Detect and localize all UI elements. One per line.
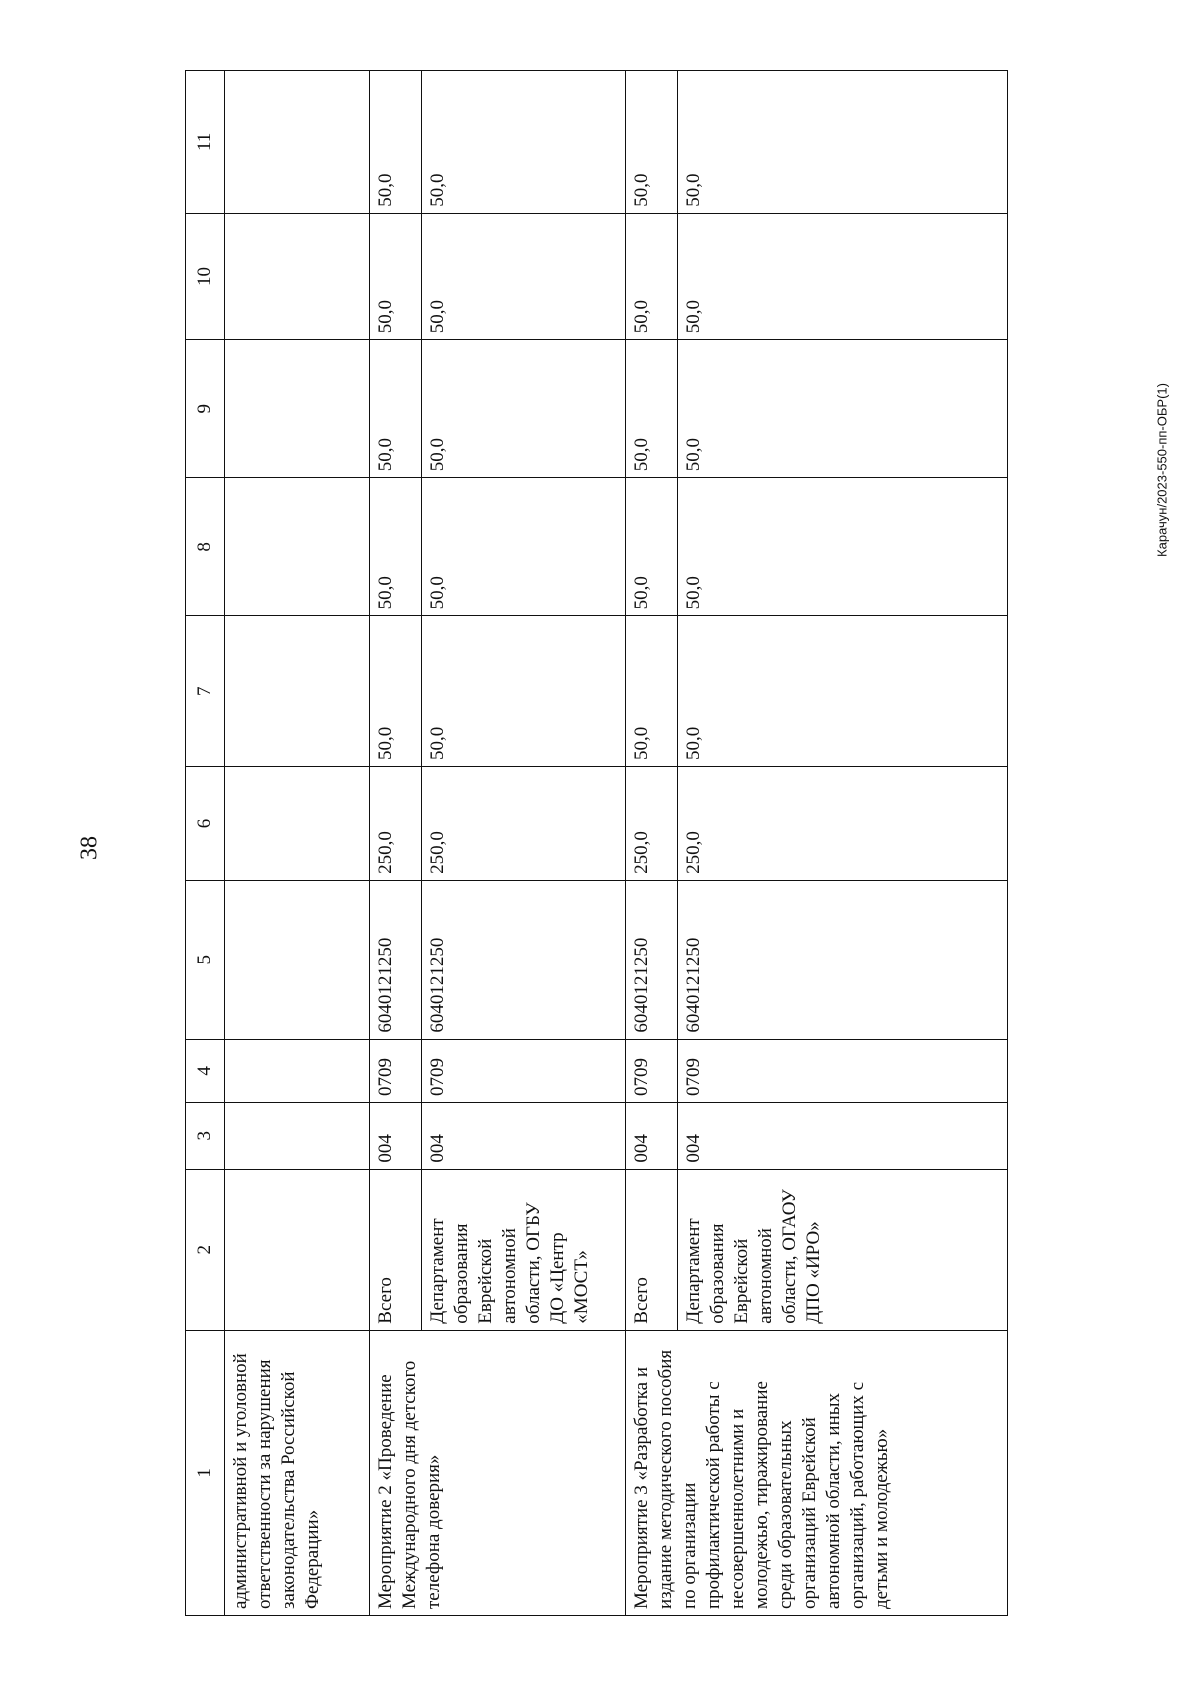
year-value-cell: 50,0 [370, 213, 422, 340]
section-cell: 0709 [370, 1039, 422, 1102]
executor-cell: Всего [370, 1169, 422, 1330]
total-cell: 250,0 [370, 767, 422, 881]
year-value-cell: 50,0 [422, 616, 626, 767]
header-cell: 1 [186, 1330, 225, 1615]
year-value-cell: 50,0 [678, 71, 1008, 214]
rotated-table-frame [185, 70, 1030, 1616]
total-cell: 250,0 [422, 767, 626, 881]
year-value-cell: 50,0 [626, 71, 678, 214]
year-value-cell: 50,0 [370, 616, 422, 767]
section-cell [225, 1039, 370, 1102]
section-cell: 0709 [422, 1039, 626, 1102]
section-cell: 0709 [678, 1039, 1008, 1102]
year-value-cell: 50,0 [422, 340, 626, 478]
event-name-cell: Мероприятие 2 «Проведение Международного дня детского телефона доверия» [370, 1330, 626, 1615]
year-value-cell: 50,0 [678, 340, 1008, 478]
year-value-cell: 50,0 [626, 213, 678, 340]
table-row [370, 71, 422, 1616]
target-code-cell: 6040121250 [422, 880, 626, 1039]
target-code-cell [225, 880, 370, 1039]
executor-cell: Департамент образования Еврейской автономной области, ОГАОУ ДПО «ИРО» [678, 1169, 1008, 1330]
header-row [186, 71, 225, 1616]
code-cell: 004 [626, 1102, 678, 1169]
table-container [185, 70, 1030, 1616]
year-value-cell [225, 340, 370, 478]
code-cell: 004 [678, 1102, 1008, 1169]
code-cell: 004 [370, 1102, 422, 1169]
total-cell: 250,0 [626, 767, 678, 881]
year-value-cell: 50,0 [678, 213, 1008, 340]
executor-cell: Департамент образования Еврейской автономной области, ОГБУ ДО «Центр «МОСТ» [422, 1169, 626, 1330]
year-value-cell: 50,0 [370, 71, 422, 214]
header-cell: 6 [186, 767, 225, 881]
year-value-cell: 50,0 [678, 616, 1008, 767]
target-code-cell: 6040121250 [370, 880, 422, 1039]
year-value-cell: 50,0 [422, 478, 626, 616]
header-cell: 5 [186, 880, 225, 1039]
year-value-cell: 50,0 [370, 478, 422, 616]
year-value-cell: 50,0 [370, 340, 422, 478]
year-value-cell: 50,0 [422, 71, 626, 214]
total-cell [225, 767, 370, 881]
header-cell: 7 [186, 616, 225, 767]
header-cell: 9 [186, 340, 225, 478]
total-cell: 250,0 [678, 767, 1008, 881]
year-value-cell: 50,0 [626, 616, 678, 767]
event-name-cell: административной и уголовной ответственности за нарушения законодательства Российской Федерации» [225, 1330, 370, 1615]
executor-cell [225, 1169, 370, 1330]
event-name-cell: Мероприятие 3 «Разработка и издание методического пособия по организации профилактической работы с несовершеннолетними и молодежью, тиражирование среди образовательных организаций Еврейской автономной области, иных организаций, работающих с детьми и молодежью» [626, 1330, 1008, 1615]
year-value-cell: 50,0 [626, 478, 678, 616]
year-value-cell [225, 213, 370, 340]
header-cell: 4 [186, 1039, 225, 1102]
header-cell: 11 [186, 71, 225, 214]
year-value-cell [225, 616, 370, 767]
page-number: 38 [76, 836, 103, 860]
code-cell [225, 1102, 370, 1169]
header-cell: 8 [186, 478, 225, 616]
section-cell: 0709 [626, 1039, 678, 1102]
year-value-cell: 50,0 [422, 213, 626, 340]
year-value-cell: 50,0 [626, 340, 678, 478]
target-code-cell: 6040121250 [626, 880, 678, 1039]
document-stamp: Карачун/2023-550-пп-ОБР(1) [1154, 383, 1170, 557]
year-value-cell: 50,0 [678, 478, 1008, 616]
target-code-cell: 6040121250 [678, 880, 1008, 1039]
table-row [626, 71, 678, 1616]
year-value-cell [225, 71, 370, 214]
header-cell: 10 [186, 213, 225, 340]
executor-cell: Всего [626, 1169, 678, 1330]
table-row [225, 71, 370, 1616]
budget-table [185, 70, 1008, 1616]
header-cell: 2 [186, 1169, 225, 1330]
year-value-cell [225, 478, 370, 616]
code-cell: 004 [422, 1102, 626, 1169]
header-cell: 3 [186, 1102, 225, 1169]
